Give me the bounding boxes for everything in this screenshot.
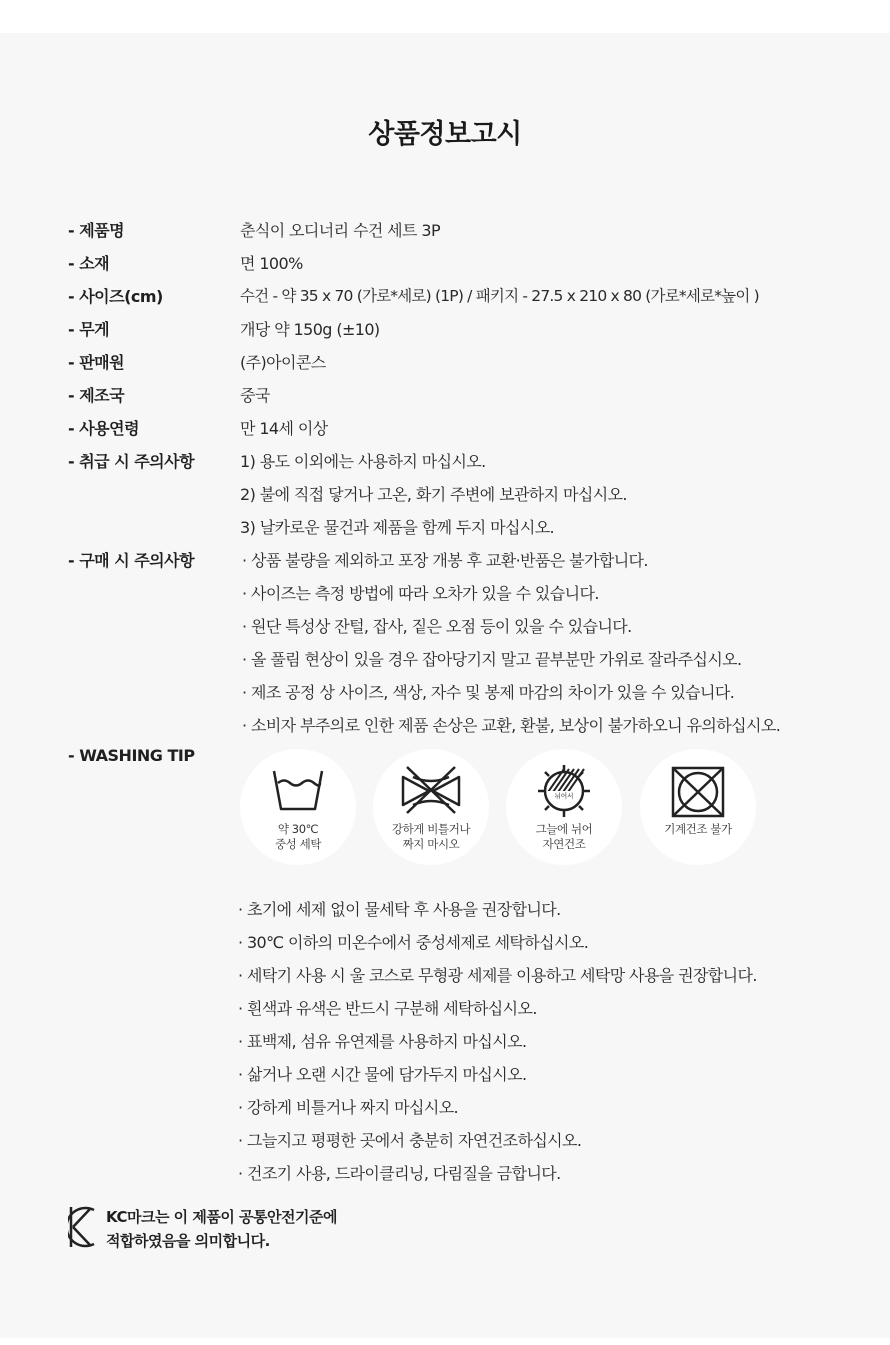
kc-text-line2: 적합하였음을 의미합니다. [106,1232,270,1250]
value-origin: 중국 [240,386,270,405]
icon-caption: 기계건조 불가 [664,822,732,836]
kc-text-line1: KC마크는 이 제품이 공통안전기준에 [106,1208,337,1226]
label-washing-tip: - WASHING TIP [68,746,195,765]
label-size: - 사이즈(cm) [68,287,163,306]
kc-mark-icon [68,1205,98,1249]
label-handling: - 취급 시 주의사항 [68,452,195,471]
icon-inner-text: 뉘어서 [554,792,574,800]
handling-line: 1) 용도 이외에는 사용하지 마십시오. [240,452,486,471]
purchase-line: · 원단 특성상 잔털, 잡사, 짙은 오점 등이 있을 수 있습니다. [242,617,632,636]
wash-30-icon [268,765,328,815]
label-material: - 소재 [68,254,110,273]
value-material: 면 100% [240,254,303,273]
value-product-name: 춘식이 오디너리 수건 세트 3P [240,221,440,240]
value-seller: (주)아이콘스 [240,353,326,372]
icon-caption: 중성 세탁 [274,837,322,851]
label-seller: - 판매원 [68,353,125,372]
page-title: 상품정보고시 [368,119,522,150]
label-age: - 사용연령 [68,419,140,438]
value-age: 만 14세 이상 [240,419,328,438]
icon-caption: 짜지 마시오 [402,837,460,851]
value-weight: 개당 약 150g (±10) [240,320,380,339]
washing-line: · 표백제, 섬유 유연제를 사용하지 마십시오. [238,1032,527,1051]
purchase-line: · 제조 공정 상 사이즈, 색상, 자수 및 봉제 마감의 차이가 있을 수 있습니다. [242,683,735,702]
purchase-line: · 소비자 부주의로 인한 제품 손상은 교환, 환불, 보상이 불가하오니 유의하십시오. [242,716,781,735]
washing-line: · 흰색과 유색은 반드시 구분해 세탁하십시오. [238,999,537,1018]
wash-icon-card [373,749,489,865]
icon-caption: 약 30℃ [277,822,319,836]
purchase-line: · 사이즈는 측정 방법에 따라 오차가 있을 수 있습니다. [242,584,599,603]
handling-line: 2) 불에 직접 닿거나 고온, 화기 주변에 보관하지 마십시오. [240,485,627,504]
washing-line: · 강하게 비틀거나 짜지 마십시오. [238,1098,459,1117]
washing-line: · 그늘지고 평평한 곳에서 충분히 자연건조하십시오. [238,1131,582,1150]
handling-line: 3) 날카로운 물건과 제품을 함께 두지 마십시오. [240,518,555,537]
wash-icon-card [240,749,356,865]
label-product-name: - 제품명 [68,221,125,240]
washing-line: · 30℃ 이하의 미온수에서 중성세제로 세탁하십시오. [238,933,589,952]
washing-line: · 초기에 세제 없이 물세탁 후 사용을 권장합니다. [238,900,561,919]
shade-dry-flat-icon [534,765,594,817]
wash-icon-card [506,749,622,865]
washing-line: · 삶거나 오랜 시간 물에 담가두지 마십시오. [238,1065,527,1084]
wash-icon-card [640,749,756,865]
no-wring-icon [399,765,463,815]
no-tumble-dry-icon [668,765,728,819]
purchase-line: · 올 풀림 현상이 있을 경우 잡아당기지 말고 끝부분만 가위로 잘라주십시오. [242,650,742,669]
icon-caption: 강하게 비틀거나 [391,822,471,836]
purchase-line: · 상품 불량을 제외하고 포장 개봉 후 교환·반품은 불가합니다. [242,551,648,570]
label-weight: - 무게 [68,320,110,339]
washing-line: · 세탁기 사용 시 울 코스로 무형광 세제를 이용하고 세탁망 사용을 권장합니다. [238,966,757,985]
label-purchase: - 구매 시 주의사항 [68,551,195,570]
washing-line: · 건조기 사용, 드라이클리닝, 다림질을 금합니다. [238,1164,561,1183]
icon-caption: 자연건조 [542,837,586,851]
value-size: 수건 - 약 35 x 70 (가로*세로) (1P) / 패키지 - 27.5 x 210 x 80 (가로*세로*높이 ) [240,287,759,305]
label-origin: - 제조국 [68,386,125,405]
icon-caption: 그늘에 뉘어 [535,822,593,836]
